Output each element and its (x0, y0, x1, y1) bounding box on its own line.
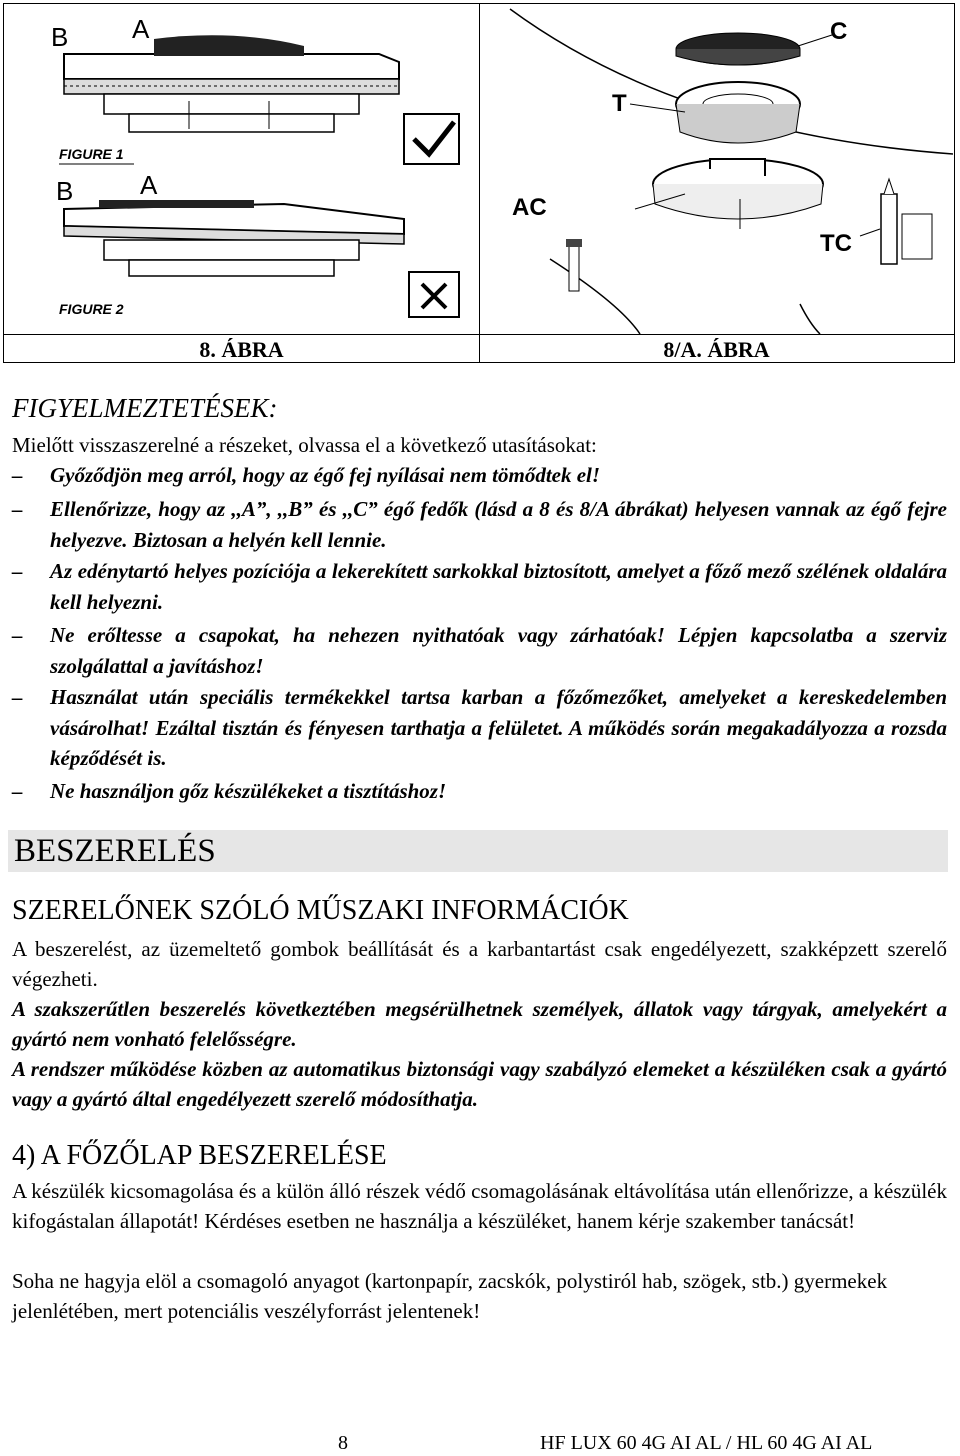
bullet-dash: – (12, 463, 23, 487)
figure-1-label: FIGURE 1 (59, 146, 124, 162)
technical-info-paragraph-2: A szakszerűtlen beszerelés következtében megsérülhetnek személyek, állatok vagy tárgyak, amelyekért a gyártó nem vonható felelősségre. (12, 997, 947, 1051)
page-number: 8 (338, 1432, 348, 1454)
technical-info-paragraph-3: A rendszer működése közben az automatikus biztonsági vagy szabályzó elemeket a készüléken csak a gyártó vagy a gyártó által engedélyezett szerelő módosíthatja. (12, 1057, 947, 1111)
figure-caption-row (4, 334, 954, 362)
bullet-dash: – (12, 779, 23, 803)
figure-table (3, 3, 955, 363)
technical-info-title: SZERELŐNEK SZÓLÓ MŰSZAKI INFORMÁCIÓK (12, 895, 629, 926)
caption-figure-8: 8. ÁBRA (4, 335, 480, 363)
bullet-dash: – (12, 559, 23, 583)
warning-text: Ne használjon gőz készülékeket a tisztításhoz! (50, 779, 447, 803)
label-ac: AC (512, 194, 547, 221)
label-a-fig2: A (140, 170, 158, 200)
label-b-fig1: B (51, 22, 69, 52)
figure-8a-panel (480, 4, 953, 334)
bullet-dash: – (12, 497, 23, 521)
section-4-paragraph-1: A készülék kicsomagolása és a külön álló részek védő csomagolásának eltávolítása után ellenőrizze, a készülék kifogástalan állapotát! Kérdéses esetben ne használja a készüléket, hanem kérje szakember tanácsát! (12, 1179, 947, 1233)
warning-text: Ne erőltesse a csapokat, ha nehezen nyithatóak vagy zárhatóak! Lépjen kapcsolatba a szerviz szolgálattal a javításhoz! (50, 623, 947, 678)
warnings-title: FIGYELMEZTETÉSEK: (12, 393, 278, 423)
label-c: C (830, 18, 848, 45)
burner-assembly-illustration (480, 4, 953, 334)
warning-text: Ellenőrizze, hogy az ,,A”, ,,B” és ,,C” égő fedők (lásd a 8 és 8/A ábrákat) helyesen vannak az égő fejre helyezve. Biztosan a helyén kell lennie. (50, 497, 947, 552)
bullet-dash: – (12, 685, 23, 709)
burner-cap-illustration (4, 4, 478, 334)
caption-figure-8a: 8/A. ÁBRA (663, 337, 770, 362)
warnings-intro: Mielőtt visszaszerelné a részeket, olvassa el a következő utasításokat: (12, 433, 597, 457)
figure-8-panel (4, 4, 480, 334)
warning-text: Az edénytartó helyes pozíciója a lekerekített sarkokkal biztosított, amelyet a főző mező szélének oldalára kell helyezni. (50, 559, 947, 614)
label-tc: TC (820, 230, 852, 257)
bullet-dash: – (12, 623, 23, 647)
section-4-title: 4) A FŐZŐLAP BESZERELÉSE (12, 1140, 387, 1171)
label-b-fig2: B (56, 176, 74, 206)
footer-model: HF LUX 60 4G AI AL / HL 60 4G AI AL (540, 1432, 873, 1454)
section-4-paragraph-2: Soha ne hagyja elöl a csomagoló anyagot (kartonpapír, zacskók, polystiról hab, szögek, stb.) gyermekek jelenlétében, mert potenciális veszélyforrást jelentenek! (12, 1269, 888, 1323)
installation-title: BESZERELÉS (14, 833, 216, 869)
installation-heading-bar (8, 830, 948, 872)
warning-text: Használat után speciális termékekkel tartsa karban a főzőmezőket, amelyeket a kereskedelemben vásárolhat! Ezáltal tisztán és fényesen tarthatja a felületet. A működés során megakadályozza a rozsda képződését is. (50, 685, 947, 770)
warning-text: Győződjön meg arról, hogy az égő fej nyílásai nem tömődtek el! (50, 463, 601, 487)
technical-info-paragraph-1: A beszerelést, az üzemeltető gombok beállítását és a karbantartást csak engedélyezett, szakképzett szerelő végezheti. (12, 937, 947, 991)
label-t: T (612, 90, 627, 117)
label-a-fig1: A (132, 14, 150, 44)
figure-2-label: FIGURE 2 (59, 301, 124, 317)
